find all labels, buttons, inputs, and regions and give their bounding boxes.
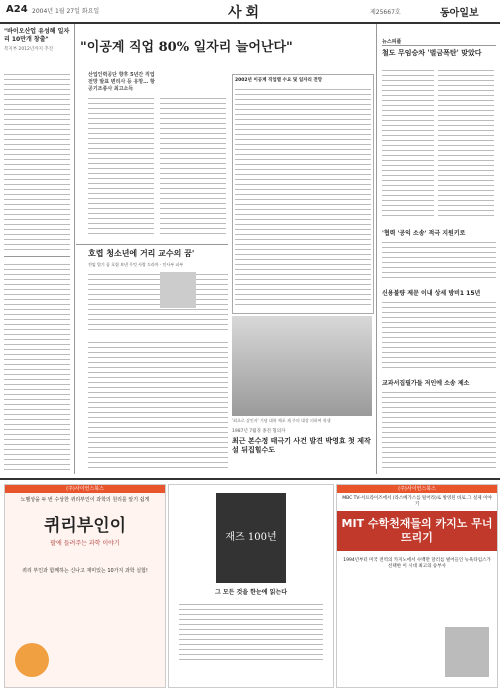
left-article-text xyxy=(4,72,70,252)
issue-date: 2004년 1월 27일 화요일 xyxy=(32,8,100,15)
main-headline: "이공계 직업 80% 일자리 늘어난다" xyxy=(80,40,293,55)
left-kicker-block xyxy=(4,28,70,68)
divider xyxy=(74,24,75,474)
middle-article-text xyxy=(88,340,228,470)
ad3-title: MIT 수학천재들의 카지노 무너뜨리기 xyxy=(337,511,497,551)
right-headline-2: 신용불량 제문 이내 상세 방비1 15년 xyxy=(382,290,481,297)
crime-kicker: 1987년 7월경 종전 혐의자 xyxy=(232,429,286,434)
table-rows xyxy=(235,87,371,307)
feature-photo xyxy=(160,272,196,308)
left-kicker-headline: "바이오산업 유성해 일자리 10만개 창출" xyxy=(4,28,70,43)
ad1-subtitle: 팔에 들려주는 과학 이야기 xyxy=(50,540,120,547)
ad3-bottom-text: 1994년부터 미국 전역의 카지노에서 수백만 달러를 벌어들인 뉴욕타임스가 선택한 이 시대 최고의 승부사 xyxy=(343,558,491,569)
feature-text xyxy=(88,272,228,332)
ad2-book-cover: 재즈 100년 xyxy=(216,493,286,583)
news-people-box xyxy=(382,38,496,58)
page-header xyxy=(0,0,500,24)
left-kicker-byline: 복지부 2012년까지 추진 xyxy=(4,47,54,52)
main-subhead: 산업인력공단 향후 5년간 직업전망 발표 변리사 등 유망… 항공기조종사 최고소득 xyxy=(88,72,155,92)
job-outlook-table xyxy=(232,74,374,314)
feature-headline: 호렵 청소년에 거리 교수의 꿈' xyxy=(88,248,195,258)
right-text-3 xyxy=(382,390,496,470)
ad2-subtitle: 그 모든 것을 한눈에 읽는다 xyxy=(214,589,288,596)
right-text-2 xyxy=(382,300,496,370)
ad-jazz-book[interactable] xyxy=(168,484,334,688)
ad1-badge-icon xyxy=(15,643,49,677)
divider xyxy=(376,24,377,474)
table-title: 2002년 이공계 직업별 수요 및 일자리 전망 xyxy=(235,78,323,83)
news-people-text xyxy=(382,68,434,218)
ad-divider xyxy=(0,478,500,480)
divider xyxy=(4,256,70,257)
right-text-1 xyxy=(382,240,496,280)
divider xyxy=(76,244,228,245)
photo-caption: '최초로 살인자' 기념 대학 체포 제 주의 대상 의하여 학생 xyxy=(232,418,331,423)
issue-number: 제25667호 xyxy=(370,9,401,16)
crime-headline: 최근 본수정 태극기 사건 발견 박영효 첫 제작설 뒤집힐수도 xyxy=(232,436,371,454)
ad-curie-book[interactable] xyxy=(4,484,166,688)
ad-mit-casino[interactable] xyxy=(336,484,498,688)
right-headline-3: 교과서집필가들 저인에 소송 제소 xyxy=(382,380,470,387)
ad3-tag: (주)사이언스북스 xyxy=(337,485,497,493)
section-title: 사회 xyxy=(228,5,264,21)
main-article-text xyxy=(88,96,154,236)
ad1-title: 퀴리부인이 xyxy=(43,516,127,536)
left-article-text-2 xyxy=(4,262,70,474)
newspaper-logo: 동아일보 xyxy=(440,8,479,19)
ad3-author-photo xyxy=(445,627,489,677)
news-people-tag: 뉴스피플 xyxy=(382,38,496,46)
feature-subhead: 전임 열기 꿈 호렵 보낸 무엇 사랑 드라마 · 인사부 피부 xyxy=(88,262,184,267)
flag-photo xyxy=(232,316,372,416)
main-article-text-2 xyxy=(160,96,226,236)
right-headline-1: '협력 '공익 소송' 적극 지원키로 xyxy=(382,230,466,237)
ad1-tagline: 노벨상을 두 번 수상한 퀴리부인이 과학의 원리를 알기 쉽게 xyxy=(20,497,150,503)
news-people-headline: 철도 무임승차 '벌금폭탄' 맞았다 xyxy=(382,48,482,57)
news-people-text-2 xyxy=(438,68,494,218)
page-number: A24 xyxy=(6,4,28,15)
ad3-top-text: MBC TV-서프라이즈에서 (라스베가스를 털어라)로 방영된 바로 그 실제 이야기 xyxy=(342,496,492,507)
ad2-text xyxy=(179,602,323,662)
ad1-tag: (주)사이언스북스 xyxy=(5,485,165,493)
ad1-bottom-text: 퀴리 부인과 함께하는 신나고 재미있는 10가지 과학 실험! xyxy=(22,568,148,574)
